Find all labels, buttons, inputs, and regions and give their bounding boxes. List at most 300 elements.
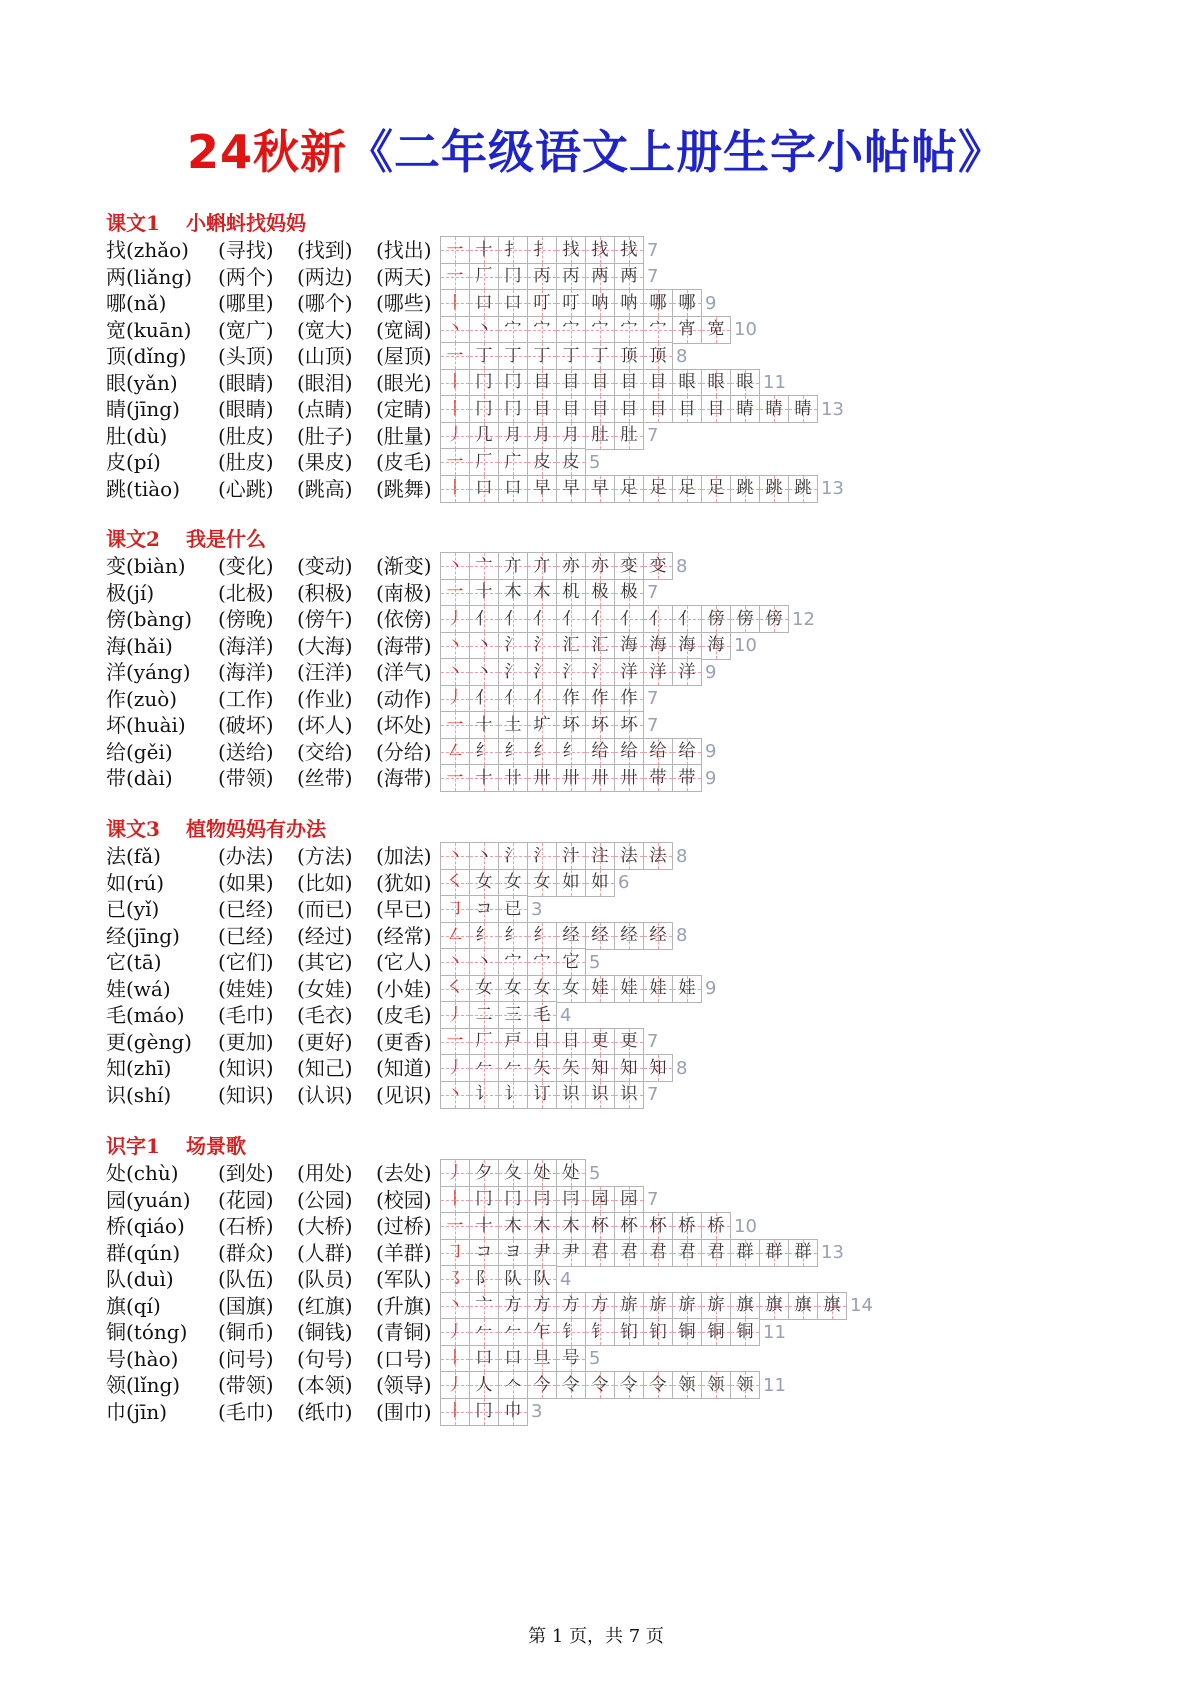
stroke-glyph: 知 <box>620 1057 638 1078</box>
stroke-glyph: 矢 <box>562 1057 580 1078</box>
stroke-cell <box>498 975 528 1003</box>
stroke-count: 8 <box>676 1057 688 1079</box>
stroke-glyph: 亻 <box>533 688 551 708</box>
stroke-count: 13 <box>821 1242 844 1263</box>
stroke-glyph: 冂 <box>504 266 522 286</box>
stroke-cell <box>585 605 615 633</box>
section-heading <box>106 816 326 842</box>
stroke-cell <box>440 448 470 476</box>
character-pinyin: 顶(dǐng) <box>106 344 187 368</box>
character-row <box>0 605 1192 633</box>
word-examples <box>218 658 455 686</box>
stroke-cell <box>440 289 470 317</box>
stroke-cell <box>527 1212 557 1240</box>
stroke-glyph: 氵 <box>533 635 551 655</box>
word-examples <box>218 685 455 713</box>
stroke-count: 4 <box>560 1004 572 1026</box>
stroke-glyph: 木 <box>504 1215 522 1236</box>
stroke-glyph: 夂 <box>504 1162 522 1183</box>
stroke-glyph: 氵 <box>533 845 551 866</box>
word-example: (果皮) <box>297 450 353 474</box>
stroke-cell <box>498 448 528 476</box>
stroke-glyph: 足 <box>678 478 696 498</box>
character-row <box>0 1398 1192 1426</box>
stroke-cell <box>440 1292 470 1320</box>
stroke-cell <box>556 579 586 607</box>
stroke-glyph: 木 <box>533 1215 551 1236</box>
stroke-cell <box>585 1054 615 1082</box>
stroke-glyph: 两 <box>620 266 638 286</box>
stroke-glyph: 尹 <box>533 1242 551 1262</box>
stroke-cell <box>672 1371 702 1399</box>
word-examples <box>218 552 455 580</box>
stroke-glyph: 丁 <box>475 345 493 366</box>
stroke-glyph: 亣 <box>504 555 522 576</box>
stroke-count: 13 <box>821 478 844 499</box>
word-example: (大桥) <box>297 1214 353 1238</box>
character-row <box>0 922 1192 950</box>
stroke-cell <box>556 395 586 423</box>
word-example: (更加) <box>218 1029 274 1054</box>
stroke-cell <box>469 632 499 660</box>
stroke-order-grid <box>440 1028 658 1056</box>
character-pinyin: 识(shí) <box>106 1082 172 1107</box>
word-example: (围巾) <box>376 1399 432 1424</box>
stroke-cell <box>701 1292 731 1320</box>
stroke-cell <box>469 1081 499 1109</box>
word-example: (办法) <box>218 844 274 868</box>
stroke-glyph: 钔 <box>649 1321 667 1342</box>
stroke-cell <box>614 369 644 397</box>
word-example: (到处) <box>218 1161 274 1185</box>
stroke-glyph: 宀 <box>533 951 551 972</box>
character-row <box>0 316 1192 344</box>
stroke-cell <box>527 948 557 976</box>
word-examples <box>218 842 455 870</box>
stroke-glyph: 给 <box>678 741 696 761</box>
character-pinyin: 两(liǎng) <box>106 264 193 289</box>
stroke-glyph: 一 <box>446 767 464 788</box>
stroke-cell <box>469 342 499 370</box>
word-examples <box>218 1028 455 1056</box>
stroke-order-grid <box>440 869 629 897</box>
stroke-glyph: 君 <box>591 1242 609 1262</box>
stroke-glyph: 作 <box>620 688 638 708</box>
stroke-cell <box>469 711 499 739</box>
stroke-cell <box>440 1239 470 1267</box>
character-pinyin: 找(zhǎo) <box>106 238 189 262</box>
stroke-cell <box>469 658 499 686</box>
stroke-cell <box>672 738 702 766</box>
stroke-cell <box>730 369 760 397</box>
stroke-cell <box>556 1239 586 1267</box>
word-example: (其它) <box>297 950 353 974</box>
word-examples <box>218 922 455 950</box>
stroke-cell <box>672 1239 702 1267</box>
word-examples <box>218 579 455 607</box>
word-example: (大海) <box>297 633 353 658</box>
stroke-glyph: 娃 <box>649 978 667 998</box>
word-example: (加法) <box>376 844 432 868</box>
stroke-glyph: 目 <box>562 398 580 419</box>
stroke-order-grid <box>440 1292 873 1320</box>
word-example: (已经) <box>218 923 274 948</box>
word-examples <box>218 395 455 423</box>
stroke-cell <box>701 395 731 423</box>
word-example: (头顶) <box>218 344 274 368</box>
stroke-glyph: 杯 <box>620 1215 638 1236</box>
stroke-glyph: 园 <box>591 1189 609 1209</box>
stroke-glyph: 找 <box>620 239 638 260</box>
character-row <box>0 579 1192 607</box>
stroke-cell <box>498 605 528 633</box>
word-example: (知识) <box>218 1056 274 1080</box>
stroke-cell <box>527 1028 557 1056</box>
stroke-order-grid <box>440 895 542 923</box>
stroke-glyph: 氵 <box>504 845 522 866</box>
stroke-cell <box>672 1212 702 1240</box>
stroke-order-grid <box>440 1345 600 1373</box>
stroke-glyph: 亻 <box>475 688 493 708</box>
character-row <box>0 869 1192 897</box>
stroke-glyph: 识 <box>591 1084 609 1104</box>
stroke-glyph: 丿 <box>446 1004 464 1025</box>
character-row <box>0 1028 1192 1056</box>
stroke-cell <box>498 263 528 291</box>
stroke-cell <box>498 869 528 897</box>
stroke-cell <box>469 738 499 766</box>
character-pinyin: 号(hào) <box>106 1346 179 1371</box>
word-examples <box>218 1081 455 1109</box>
stroke-glyph: 顶 <box>649 345 667 366</box>
stroke-cell <box>498 1398 528 1426</box>
stroke-count: 12 <box>792 608 815 630</box>
stroke-cell <box>469 1186 499 1214</box>
stroke-glyph: ㇜ <box>446 741 464 761</box>
stroke-cell <box>498 1159 528 1187</box>
stroke-glyph: 日 <box>533 1031 551 1051</box>
character-pinyin: 哪(nǎ) <box>106 291 167 315</box>
stroke-count: 8 <box>676 925 688 946</box>
stroke-glyph: 卅 <box>591 767 609 788</box>
word-example: (毛巾) <box>218 1003 274 1027</box>
word-example: (花园) <box>218 1187 274 1212</box>
stroke-order-grid <box>440 1265 571 1293</box>
stroke-glyph: 丶 <box>446 1084 464 1104</box>
stroke-cell <box>643 1371 673 1399</box>
stroke-glyph: 丿 <box>446 1374 464 1395</box>
stroke-glyph: ㇜ <box>446 925 464 945</box>
stroke-glyph: 亻 <box>504 688 522 708</box>
stroke-glyph: 早 <box>591 478 609 498</box>
stroke-order-grid <box>440 711 658 739</box>
stroke-order-grid <box>440 1398 542 1426</box>
stroke-cell <box>614 764 644 792</box>
stroke-cell <box>440 1028 470 1056</box>
character-row <box>0 632 1192 660</box>
stroke-glyph: 女 <box>475 872 493 892</box>
stroke-glyph: 君 <box>620 1242 638 1262</box>
stroke-cell <box>614 579 644 607</box>
stroke-count: 10 <box>734 1215 757 1237</box>
stroke-glyph: 钔 <box>620 1321 638 1342</box>
stroke-glyph: 队 <box>504 1268 522 1289</box>
character-pinyin: 处(chù) <box>106 1161 179 1185</box>
character-row <box>0 1239 1192 1267</box>
stroke-glyph: 亻 <box>591 608 609 629</box>
word-example: (作业) <box>297 686 353 711</box>
stroke-glyph: 氵 <box>504 635 522 655</box>
character-pinyin: 海(hǎi) <box>106 633 173 658</box>
character-row <box>0 395 1192 423</box>
stroke-glyph: 一 <box>446 1215 464 1236</box>
stroke-cell <box>527 711 557 739</box>
stroke-glyph: 给 <box>591 741 609 761</box>
stroke-cell <box>469 1292 499 1320</box>
stroke-glyph: 坏 <box>591 714 609 735</box>
word-example: (口号) <box>376 1346 432 1371</box>
stroke-glyph: 旗 <box>765 1295 783 1315</box>
stroke-cell <box>469 895 499 923</box>
stroke-glyph: 君 <box>678 1242 696 1262</box>
word-example: (分给) <box>376 739 432 764</box>
stroke-cell <box>440 395 470 423</box>
word-example: (公园) <box>297 1187 353 1212</box>
word-example: (傍晚) <box>218 607 274 631</box>
stroke-cell <box>614 475 644 503</box>
word-examples <box>218 475 455 503</box>
stroke-cell <box>556 1371 586 1399</box>
stroke-cell <box>440 685 470 713</box>
word-example: (毛衣) <box>297 1003 353 1027</box>
character-pinyin: 如(rú) <box>106 870 165 895</box>
stroke-glyph: 铜 <box>736 1321 754 1342</box>
stroke-cell <box>440 1212 470 1240</box>
stroke-glyph: 早 <box>533 478 551 498</box>
word-example: (校园) <box>376 1187 432 1212</box>
word-example: (小娃) <box>376 976 432 1001</box>
stroke-glyph: 足 <box>707 478 725 498</box>
stroke-cell <box>498 579 528 607</box>
stroke-glyph: 找 <box>562 239 580 260</box>
stroke-glyph: 目 <box>678 398 696 419</box>
stroke-glyph: 如 <box>591 872 609 892</box>
stroke-glyph: 识 <box>620 1084 638 1104</box>
stroke-order-grid <box>440 579 658 607</box>
word-example: (宽大) <box>297 317 353 342</box>
character-pinyin: 睛(jīng) <box>106 397 180 421</box>
stroke-cell <box>440 948 470 976</box>
stroke-cell <box>556 711 586 739</box>
stroke-glyph: 丶 <box>475 635 493 655</box>
stroke-cell <box>614 1212 644 1240</box>
stroke-cell <box>643 1292 673 1320</box>
word-examples <box>218 236 455 264</box>
stroke-cell <box>440 369 470 397</box>
stroke-glyph: 汇 <box>591 635 609 655</box>
stroke-glyph: 丨 <box>446 478 464 498</box>
stroke-glyph: 口 <box>475 1348 493 1368</box>
stroke-glyph: 女 <box>504 978 522 998</box>
stroke-cell <box>498 236 528 264</box>
character-pinyin: 法(fǎ) <box>106 844 161 868</box>
stroke-glyph: 作 <box>591 688 609 708</box>
stroke-cell <box>556 289 586 317</box>
stroke-cell <box>498 1028 528 1056</box>
stroke-cell <box>469 579 499 607</box>
stroke-glyph: 杯 <box>649 1215 667 1236</box>
stroke-glyph: ㇛ <box>446 872 464 892</box>
stroke-glyph: 𠂉 <box>504 1057 522 1078</box>
character-row <box>0 263 1192 291</box>
word-examples <box>218 738 455 766</box>
stroke-cell <box>469 975 499 1003</box>
stroke-cell <box>556 422 586 450</box>
stroke-glyph: 目 <box>707 398 725 419</box>
stroke-cell <box>585 685 615 713</box>
stroke-cell <box>498 475 528 503</box>
stroke-glyph: 𠂉 <box>475 1321 493 1342</box>
stroke-glyph: 宀 <box>562 319 580 339</box>
word-example: (红旗) <box>297 1293 353 1318</box>
stroke-cell <box>643 289 673 317</box>
stroke-order-grid <box>440 922 687 950</box>
stroke-glyph: 它 <box>562 951 580 972</box>
stroke-cell <box>498 895 528 923</box>
stroke-order-grid <box>440 764 716 792</box>
stroke-glyph: 眼 <box>707 372 725 392</box>
stroke-glyph: 日 <box>562 1031 580 1051</box>
stroke-glyph: 纟 <box>533 925 551 945</box>
stroke-glyph: 旂 <box>678 1295 696 1315</box>
stroke-cell <box>527 1292 557 1320</box>
stroke-glyph: 叮 <box>533 292 551 313</box>
character-pinyin: 洋(yáng) <box>106 660 191 684</box>
stroke-glyph: 女 <box>533 978 551 998</box>
word-example: (两边) <box>297 264 353 289</box>
stroke-glyph: 给 <box>649 741 667 761</box>
stroke-cell <box>527 342 557 370</box>
character-row <box>0 1159 1192 1187</box>
stroke-cell <box>469 685 499 713</box>
stroke-order-grid <box>440 552 687 580</box>
stroke-glyph: 目 <box>533 398 551 419</box>
stroke-cell <box>527 738 557 766</box>
stroke-cell <box>527 685 557 713</box>
stroke-cell <box>440 1265 470 1293</box>
word-example: (海带) <box>376 633 432 658</box>
stroke-order-grid <box>440 369 786 397</box>
word-example: (毛巾) <box>218 1399 274 1424</box>
stroke-glyph: 讠 <box>504 1084 522 1104</box>
character-pinyin: 作(zuò) <box>106 686 178 711</box>
stroke-glyph: 月 <box>533 425 551 445</box>
stroke-glyph: 两 <box>591 266 609 286</box>
word-example: (变化) <box>218 554 274 578</box>
stroke-glyph: 皮 <box>533 451 551 472</box>
stroke-glyph: 氵 <box>562 661 580 682</box>
stroke-cell <box>556 475 586 503</box>
character-row <box>0 975 1192 1003</box>
stroke-glyph: 注 <box>591 845 609 866</box>
stroke-count: 7 <box>647 1031 659 1052</box>
word-example: (铜钱) <box>297 1320 353 1344</box>
stroke-cell <box>498 1318 528 1346</box>
page-title <box>0 116 1192 182</box>
stroke-glyph: 目 <box>591 398 609 419</box>
stroke-cell <box>556 1186 586 1214</box>
character-pinyin: 变(biàn) <box>106 554 186 578</box>
word-example: (它们) <box>218 950 274 974</box>
stroke-glyph: 纟 <box>504 925 522 945</box>
stroke-cell <box>440 764 470 792</box>
stroke-glyph: 坏 <box>562 714 580 735</box>
stroke-cell <box>585 1081 615 1109</box>
stroke-glyph: 知 <box>591 1057 609 1078</box>
stroke-glyph: 足 <box>649 478 667 498</box>
stroke-count: 11 <box>763 372 786 393</box>
stroke-count: 9 <box>705 661 717 683</box>
stroke-cell <box>614 632 644 660</box>
stroke-cell <box>614 289 644 317</box>
word-example: (知识) <box>218 1082 274 1107</box>
word-example: (心跳) <box>218 476 274 501</box>
stroke-glyph: 眼 <box>678 372 696 392</box>
stroke-cell <box>643 975 673 1003</box>
stroke-count: 7 <box>647 688 659 709</box>
stroke-glyph: 卅 <box>533 767 551 788</box>
stroke-cell <box>701 1371 731 1399</box>
stroke-glyph: 桥 <box>678 1215 696 1236</box>
stroke-cell <box>498 658 528 686</box>
stroke-glyph: 旂 <box>707 1295 725 1315</box>
stroke-cell <box>498 395 528 423</box>
stroke-glyph: 方 <box>504 1295 522 1315</box>
stroke-cell <box>469 1318 499 1346</box>
character-pinyin: 园(yuán) <box>106 1187 191 1212</box>
stroke-glyph: 丨 <box>446 372 464 392</box>
stroke-glyph: 丁 <box>533 345 551 366</box>
stroke-cell <box>469 1371 499 1399</box>
word-example: (汪洋) <box>297 660 353 684</box>
lesson-number: 识字1 <box>106 1134 160 1158</box>
word-example: (女娃) <box>297 976 353 1001</box>
word-example: (肚量) <box>376 423 432 448</box>
word-example: (肚皮) <box>218 450 274 474</box>
stroke-glyph: コ <box>475 898 493 919</box>
stroke-glyph: 亻 <box>649 608 667 629</box>
stroke-cell <box>730 605 760 633</box>
stroke-glyph: 法 <box>649 845 667 866</box>
word-example: (铜币) <box>218 1320 274 1344</box>
character-row <box>0 289 1192 317</box>
stroke-glyph: 丶 <box>446 661 464 682</box>
stroke-glyph: 一 <box>446 714 464 735</box>
stroke-cell <box>614 236 644 264</box>
stroke-cell <box>556 1159 586 1187</box>
stroke-cell <box>440 1159 470 1187</box>
word-example: (跳高) <box>297 476 353 501</box>
stroke-cell <box>498 316 528 344</box>
character-row <box>0 685 1192 713</box>
stroke-cell <box>469 1398 499 1426</box>
stroke-glyph: 订 <box>533 1084 551 1104</box>
stroke-count: 5 <box>589 951 601 973</box>
stroke-glyph: 呐 <box>591 292 609 313</box>
stroke-cell <box>643 342 673 370</box>
stroke-cell <box>527 1318 557 1346</box>
character-pinyin: 坏(huài) <box>106 713 186 737</box>
